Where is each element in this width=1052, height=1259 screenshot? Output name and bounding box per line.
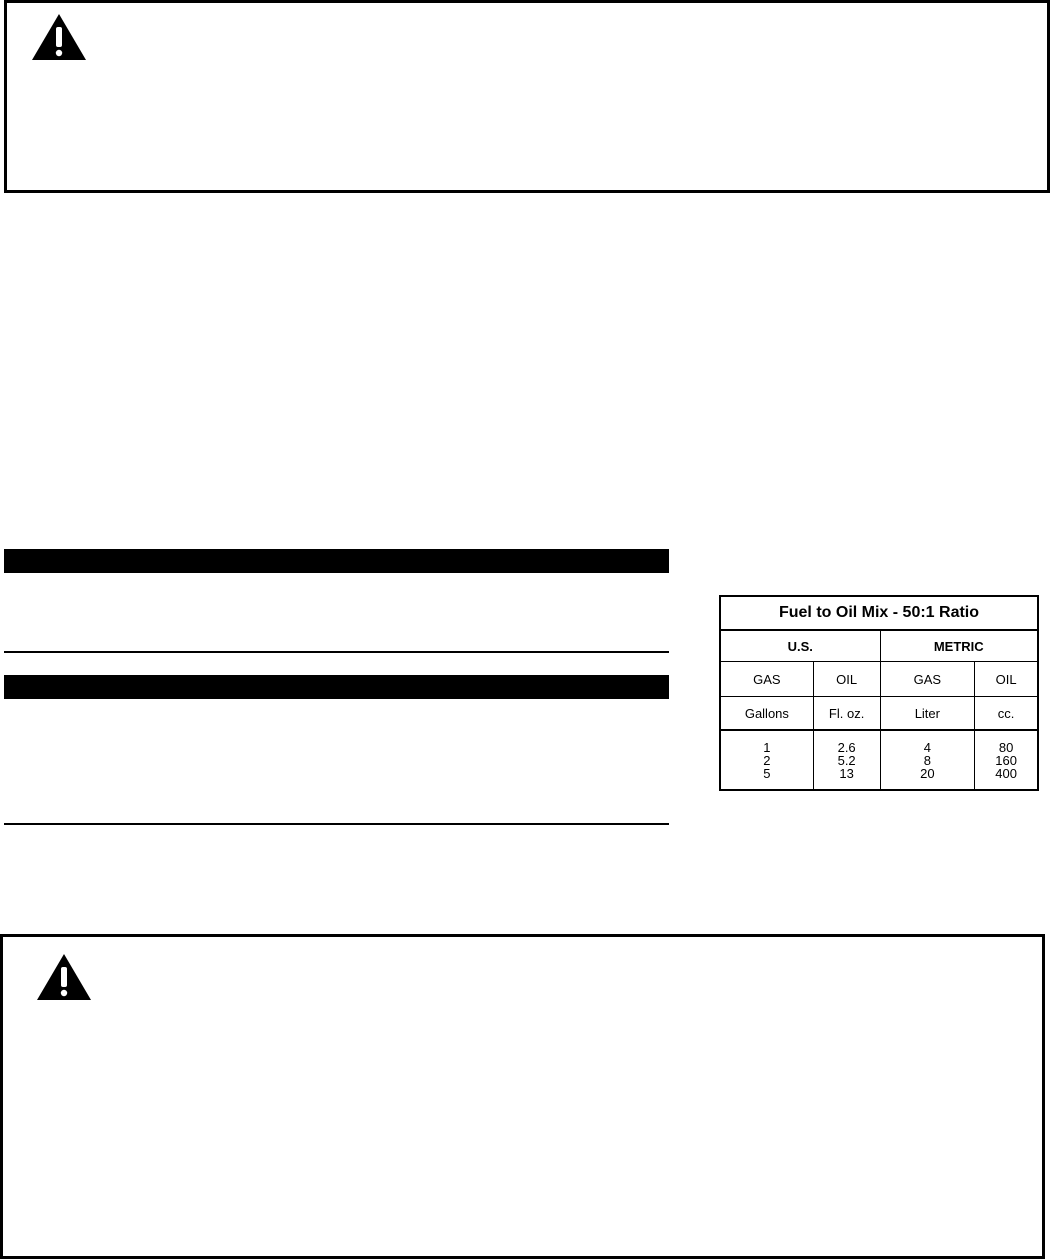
table-cell: 5 [763,765,771,781]
table-cell: 80 [998,739,1014,755]
unit-gallons: Gallons [720,697,813,731]
header-metric-oil: OIL [975,662,1038,697]
section-rule-2 [4,823,669,825]
table-header-row [720,662,1038,697]
system-metric: METRIC [880,630,1038,662]
table-cell: 4 [923,739,931,755]
table-title: Fuel to Oil Mix - 50:1 Ratio [720,596,1038,630]
table-system-row [720,630,1038,662]
fuel-oil-mix-table [719,595,1039,791]
table-cell: 160 [995,752,1017,768]
section-rule-1 [4,651,669,653]
table-cell: 20 [920,765,935,781]
warning-box-top [4,0,1050,193]
unit-cc: cc. [975,697,1038,731]
table-cell: 1 [763,739,771,755]
values-liter [880,730,975,790]
warning-box-bottom [0,934,1045,1259]
values-cc [975,730,1038,790]
header-metric-gas: GAS [880,662,975,697]
unit-liter: Liter [880,697,975,731]
table-values-row [720,730,1038,790]
table-cell: 8 [923,752,931,768]
unit-fl-oz: Fl. oz. [813,697,880,731]
table-unit-row [720,697,1038,731]
warning-triangle-icon [35,952,93,1002]
values-fl-oz [813,730,880,790]
warning-triangle-icon [30,12,88,62]
section-header-bar-2 [4,675,669,699]
table-title-row [720,596,1038,630]
header-us-oil: OIL [813,662,880,697]
table-cell: 2.6 [837,739,856,755]
table-cell: 13 [839,765,854,781]
table-cell: 400 [995,765,1017,781]
table-cell: 5.2 [837,752,856,768]
header-us-gas: GAS [720,662,813,697]
system-us: U.S. [720,630,880,662]
section-header-bar-1 [4,549,669,573]
values-gallons [720,730,813,790]
table-cell: 2 [763,752,771,768]
